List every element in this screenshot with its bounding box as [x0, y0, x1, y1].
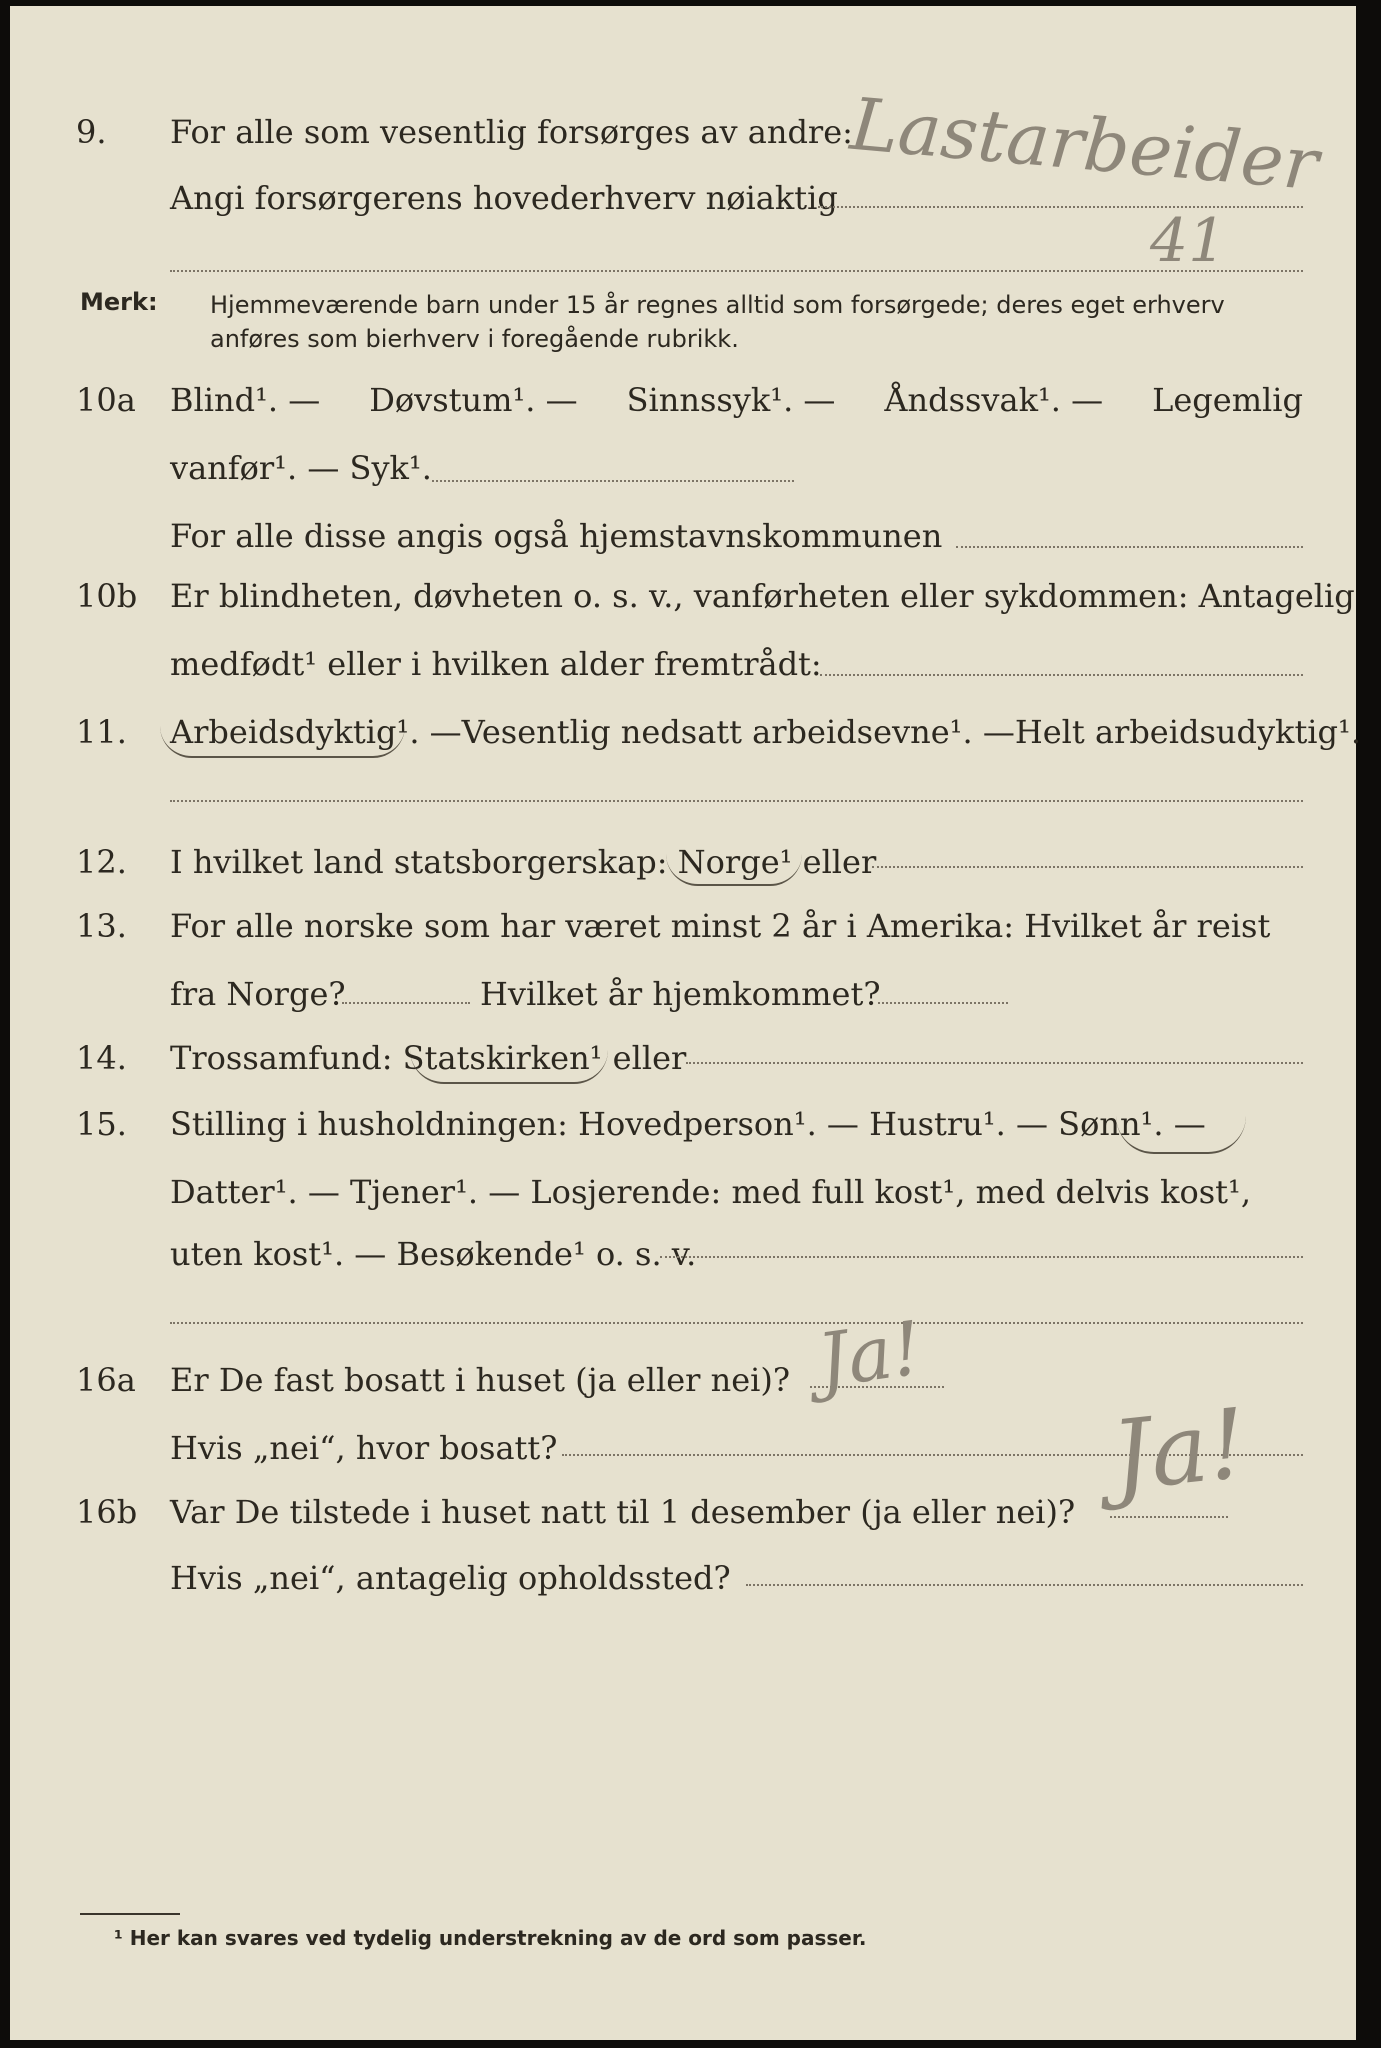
question-10b [10, 574, 1356, 624]
handwritten-code: 41 [1150, 206, 1227, 276]
question-10a-line3 [10, 514, 1356, 564]
question-number: 12. [76, 843, 127, 881]
handwritten-answer: Ja! [812, 1305, 928, 1405]
option-arbeidsdyktig[interactable]: Arbeidsdyktig¹. — [170, 713, 462, 751]
question-number: 15. [76, 1105, 127, 1143]
answer-line[interactable] [170, 1322, 1303, 1324]
option-blind[interactable]: Blind¹. — [170, 381, 321, 419]
answer-line[interactable] [818, 206, 1303, 208]
note-line: Hjemmeværende barn under 15 år regnes alltid som forsørgede; deres eget erhverv [210, 291, 1225, 319]
question-text: Var De tilstede i huset natt til 1 desember (ja eller nei)? [170, 1493, 1076, 1531]
note-text [210, 288, 1306, 356]
question-text: fra Norge? [170, 975, 346, 1013]
question-10a [10, 378, 1356, 428]
question-14 [10, 1036, 1356, 1086]
question-number: 11. [76, 713, 127, 751]
answer-line[interactable] [820, 674, 1303, 676]
handwritten-answer: Ja! [1106, 1387, 1252, 1513]
question-number: 9. [76, 113, 107, 151]
question-text: Hvis „nei“, hvor bosatt? [170, 1429, 558, 1467]
question-text: Hvis „nei“, antagelig opholdssted? [170, 1559, 731, 1597]
answer-line[interactable] [878, 1002, 1008, 1004]
question-text: For alle disse angis også hjemstavnskommunen [170, 517, 943, 555]
question-text: Angi forsørgerens hovederhverv nøiaktig [170, 179, 838, 217]
question-13-line2 [10, 972, 1356, 1022]
handwritten-underline [160, 726, 405, 758]
handwritten-underline [1116, 1116, 1246, 1154]
answer-line[interactable] [170, 270, 1303, 272]
answer-line[interactable] [956, 546, 1303, 548]
question-text: For alle norske som har været minst 2 år i Amerika: Hvilket år reist [170, 907, 1271, 945]
question-text: Trossamfund: Statskirken¹ eller [170, 1039, 687, 1077]
question-text [170, 378, 1306, 422]
question-text: Er blindheten, døvheten o. s. v., vanførheten eller sykdommen: Antagelig [170, 577, 1355, 615]
question-text: I hvilket land statsborgerskap: Norge¹ eller [170, 843, 877, 881]
answer-line[interactable] [686, 1062, 1303, 1064]
handwritten-underline [410, 1050, 608, 1084]
question-text: medfødt¹ eller i hvilken alder fremtrådt: [170, 645, 822, 683]
answer-line[interactable] [660, 1256, 1303, 1258]
footnote-rule [80, 1913, 180, 1915]
note-label: Merk: [80, 288, 158, 316]
option-vesentlig-nedsatt[interactable]: Vesentlig nedsatt arbeidsevne¹. — [461, 713, 1015, 751]
question-10b-line2 [10, 642, 1356, 692]
question-15-line2 [10, 1170, 1356, 1220]
option-dovstum[interactable]: Døvstum¹. — [369, 381, 578, 419]
option-legemlig[interactable]: Legemlig [1152, 381, 1303, 419]
answer-line[interactable] [170, 800, 1303, 802]
note-line: anføres som bierhverv i foregående rubrikk. [210, 325, 739, 353]
question-text: For alle som vesentlig forsørges av andre: [170, 113, 853, 151]
answer-line[interactable] [1110, 1516, 1228, 1518]
option-helt-arbeidsudyktig[interactable]: Helt arbeidsudyktig¹. [1014, 713, 1362, 751]
answer-line[interactable] [342, 1002, 470, 1004]
handwritten-underline [666, 854, 802, 886]
question-number: 10a [76, 381, 136, 419]
question-16b-line2 [10, 1556, 1356, 1606]
question-text: uten kost¹. — Besøkende¹ o. s. v. [170, 1235, 697, 1273]
question-text: Er De fast bosatt i huset (ja eller nei)? [170, 1361, 791, 1399]
answer-line[interactable] [746, 1584, 1303, 1586]
option-sinnssyk[interactable]: Sinnssyk¹. — [626, 381, 836, 419]
census-form-page [10, 6, 1362, 2040]
handwritten-answer: Lastarbeider [847, 81, 1322, 207]
answer-line[interactable] [432, 480, 794, 482]
question-text: Stilling i husholdningen: Hovedperson¹. — Hustru¹. — Sønn¹. — [170, 1105, 1206, 1143]
question-10a-line2 [10, 446, 1356, 496]
question-number: 16a [76, 1361, 136, 1399]
question-number: 10b [76, 577, 138, 615]
question-13 [10, 904, 1356, 954]
question-number: 16b [76, 1493, 138, 1531]
answer-line[interactable] [872, 866, 1303, 868]
question-number: 13. [76, 907, 127, 945]
footnote: ¹ Her kan svares ved tydelig understrekning av de ord som passer. [114, 1926, 867, 1950]
question-number: 14. [76, 1039, 127, 1077]
question-text: vanfør¹. — Syk¹. [170, 449, 432, 487]
question-text: Datter¹. — Tjener¹. — Losjerende: med full kost¹, med delvis kost¹, [170, 1173, 1252, 1211]
question-text: Hvilket år hjemkommet? [480, 975, 881, 1013]
option-andssvak[interactable]: Åndssvak¹. — [884, 381, 1104, 419]
